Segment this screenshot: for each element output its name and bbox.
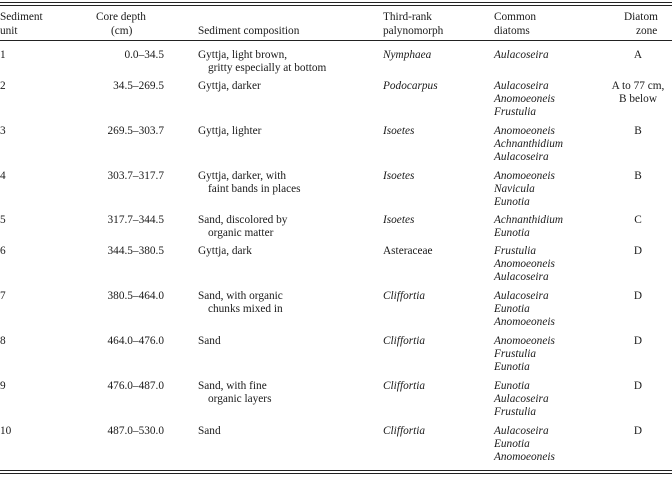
header-depth-2: (cm) [111,25,133,37]
cell-unit: 5 [0,214,6,226]
cell-zone: A to 77 cm, [611,80,665,92]
cell-composition: organic matter [208,227,274,239]
cell-composition: Sand [198,425,221,437]
top-rule-2 [0,5,672,6]
cell-depth: 34.5–269.5 [113,80,164,92]
bottom-rule-2 [0,473,672,474]
header-diatoms-2: diatoms [494,25,530,37]
header-zone-2: zone [636,25,658,37]
cell-depth: 303.7–317.7 [107,170,164,182]
header-palyno-1: Third-rank [383,11,432,23]
cell-diatom: Eunotia [494,227,530,239]
cell-diatom: Anomoeoneis [494,335,555,347]
cell-unit: 7 [0,290,6,302]
cell-diatom: Anomoeoneis [494,125,555,137]
cell-unit: 10 [0,425,12,437]
header-depth-1: Core depth [96,11,146,23]
cell-diatom: Aulacoseira [494,80,549,92]
cell-palynomorph: Cliffortia [383,290,426,302]
cell-palynomorph: Cliffortia [383,425,426,437]
cell-diatom: Anomoeoneis [494,451,555,463]
cell-depth: 317.7–344.5 [107,214,164,226]
cell-zone: D [633,245,643,257]
header-unit-1: Sediment [0,11,43,23]
cell-composition: chunks mixed in [208,303,283,315]
cell-diatom: Frustulia [494,245,537,257]
cell-composition: Gyttja, light brown, [198,49,288,61]
cell-diatom: Eunotia [494,438,530,450]
cell-unit: 3 [0,125,6,137]
cell-depth: 344.5–380.5 [107,245,164,257]
cell-zone: B below [619,93,657,105]
cell-diatom: Aulacoseira [494,151,549,163]
cell-unit: 9 [0,380,6,392]
cell-zone: D [633,380,643,392]
cell-diatom: Aulacoseira [494,290,549,302]
cell-zone: D [633,335,643,347]
cell-diatom: Anomoeoneis [494,316,555,328]
cell-composition: faint bands in places [208,183,301,195]
cell-composition: Gyttja, dark [198,245,252,257]
cell-composition: Sand, discolored by [198,214,288,226]
cell-diatom: Navicula [494,183,535,195]
cell-depth: 269.5–303.7 [107,125,164,137]
cell-palynomorph: Asteraceae [383,245,433,257]
cell-diatom: Eunotia [494,303,530,315]
cell-diatom: Aulacoseira [494,425,549,437]
cell-diatom: Achnanthidium [494,214,564,226]
cell-unit: 6 [0,245,6,257]
cell-depth: 464.0–476.0 [107,335,164,347]
header-diatoms-1: Common [494,11,537,23]
top-rule [0,2,672,3]
header-zone-1: Diatom [624,11,658,23]
cell-zone: B [634,125,642,137]
cell-diatom: Achnanthidium [494,138,564,150]
header-unit-2: unit [0,25,18,37]
cell-diatom: Anomoeoneis [494,258,555,270]
cell-depth: 476.0–487.0 [107,380,164,392]
bottom-rule [0,470,672,471]
cell-composition: gritty especially at bottom [208,62,327,74]
cell-unit: 8 [0,335,6,347]
cell-composition: Gyttja, darker, with [198,170,287,182]
cell-depth: 380.5–464.0 [107,290,164,302]
cell-diatom: Frustulia [494,106,537,118]
cell-depth: 487.0–530.0 [107,425,164,437]
cell-composition: organic layers [208,393,272,405]
cell-palynomorph: Isoetes [383,170,415,182]
cell-palynomorph: Nymphaea [383,49,432,61]
cell-zone: B [634,170,642,182]
cell-palynomorph: Isoetes [383,125,415,137]
cell-diatom: Aulacoseira [494,271,549,283]
cell-palynomorph: Isoetes [383,214,415,226]
cell-diatom: Anomoeoneis [494,170,555,182]
cell-diatom: Aulacoseira [494,49,549,61]
cell-unit: 4 [0,170,6,182]
header-composition: Sediment composition [198,25,300,37]
cell-palynomorph: Cliffortia [383,380,426,392]
cell-zone: A [633,49,643,61]
cell-zone: D [633,290,643,302]
cell-composition: Gyttja, lighter [198,125,262,137]
cell-composition: Gyttja, darker [198,80,261,92]
cell-unit: 2 [0,80,6,92]
cell-diatom: Eunotia [494,380,530,392]
cell-depth: 0.0–34.5 [124,49,164,61]
cell-composition: Sand, with fine [198,380,267,392]
cell-diatom: Anomoeoneis [494,93,555,105]
cell-composition: Sand [198,335,221,347]
cell-zone: C [634,214,642,226]
cell-palynomorph: Podocarpus [383,80,438,92]
cell-diatom: Frustulia [494,406,537,418]
cell-unit: 1 [0,49,6,61]
cell-composition: Sand, with organic [198,290,283,302]
header-palyno-2: palynomorph [383,25,444,37]
cell-diatom: Frustulia [494,348,537,360]
cell-diatom: Aulacoseira [494,393,549,405]
cell-diatom: Eunotia [494,361,530,373]
cell-diatom: Eunotia [494,196,530,208]
cell-zone: D [633,425,643,437]
header-rule [0,40,672,41]
cell-palynomorph: Cliffortia [383,335,426,347]
